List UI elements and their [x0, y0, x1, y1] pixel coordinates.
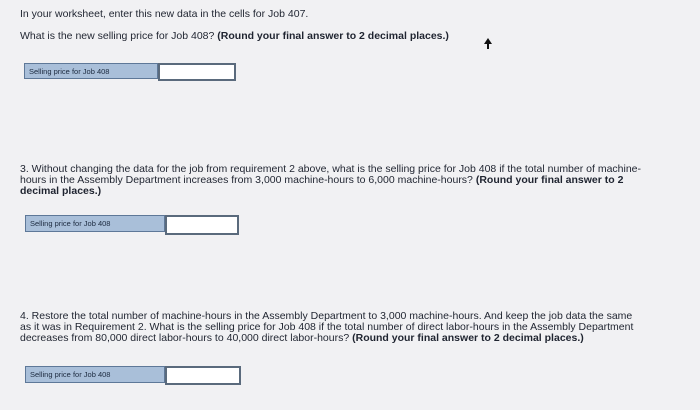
q3-rounding-note-cont: decimal places.) [20, 185, 102, 197]
q1-selling-price-label: Selling price for Job 408 [24, 63, 158, 79]
q4-selling-price-input[interactable] [165, 366, 241, 385]
q3-line2 [20, 174, 623, 187]
q4-line1: 4. Restore the total number of machine-hours in the Assembly Department to 3,000 machine-hours. And keep the job data the same [20, 310, 633, 322]
q1-selling-price-input[interactable] [158, 63, 236, 81]
q1-rounding-note: (Round your final answer to 2 decimal places.) [217, 30, 449, 42]
q3-selling-price-input[interactable] [165, 215, 239, 235]
q4-rounding-note: (Round your final answer to 2 decimal places.) [352, 332, 584, 344]
q1-prompt [20, 30, 449, 43]
q3-selling-price-label: Selling price for Job 408 [25, 215, 165, 232]
q3-line2-text: hours in the Assembly Department increases from 3,000 machine-hours to 6,000 machine-hours? [20, 174, 473, 186]
q4-line3-text: decreases from 80,000 direct labor-hours to 40,000 direct labor-hours? [20, 332, 350, 344]
q4-selling-price-label: Selling price for Job 408 [25, 366, 165, 383]
q1-text: What is the new selling price for Job 408? [20, 30, 215, 42]
intro-text: In your worksheet, enter this new data in the cells for Job 407. [20, 8, 309, 20]
q3-rounding-note: (Round your final answer to 2 [475, 174, 624, 186]
q4-line2: as it was in Requirement 2. What is the selling price for Job 408 if the total number of direct labor-hours in the Assembly Department [20, 321, 634, 333]
q4-line3 [20, 332, 584, 345]
mouse-cursor-icon [484, 38, 492, 49]
q3-line1: 3. Without changing the data for the job from requirement 2 above, what is the selling price for Job 408 if the total number of machine- [20, 163, 642, 175]
